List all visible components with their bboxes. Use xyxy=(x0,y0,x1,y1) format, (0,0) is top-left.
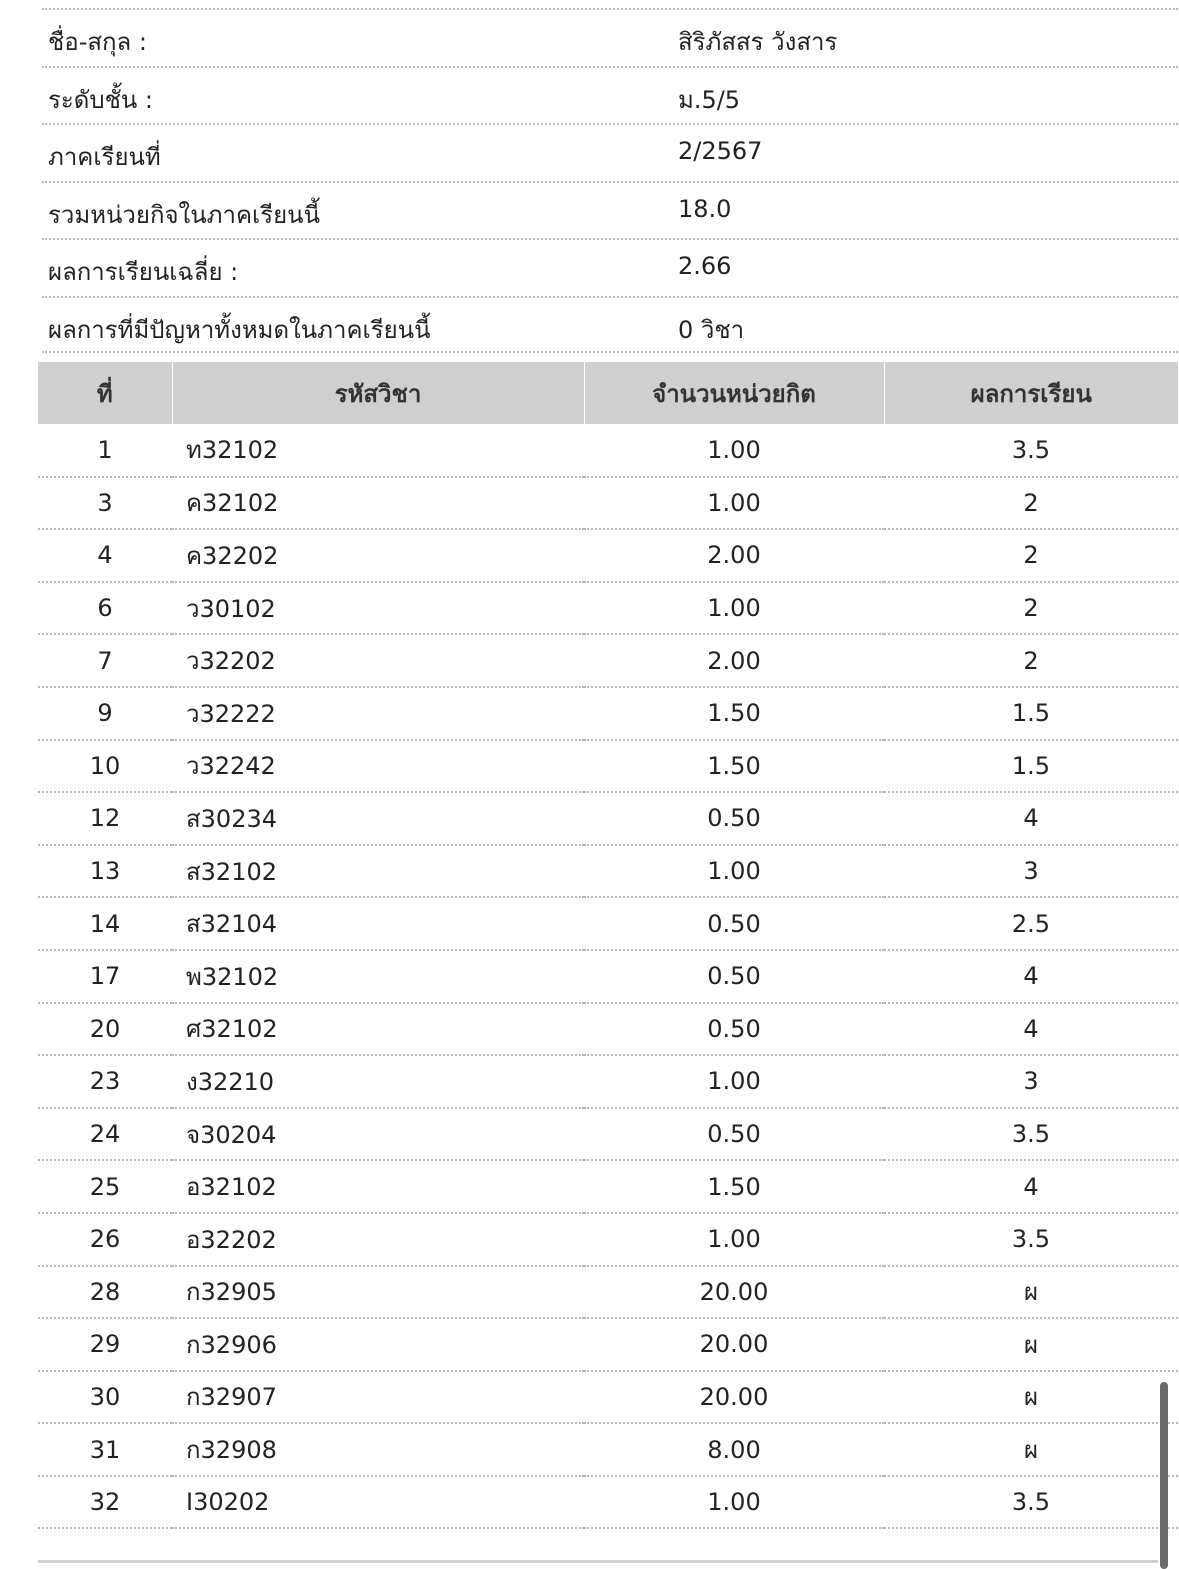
table-row xyxy=(38,424,1178,477)
table-row xyxy=(38,634,1178,687)
cell-credits: 0.50 xyxy=(584,1108,884,1161)
table-row xyxy=(38,1318,1178,1371)
cell-credits: 1.50 xyxy=(584,1160,884,1213)
table-row xyxy=(38,897,1178,950)
cell-grade: 1.5 xyxy=(884,687,1178,740)
cell-credits: 8.00 xyxy=(584,1423,884,1476)
info-label: ระดับชั้น : xyxy=(48,85,154,114)
cell-credits: 20.00 xyxy=(584,1266,884,1319)
cell-subject-code: ค32102 xyxy=(172,477,584,530)
cell-subject-code: ส30234 xyxy=(172,792,584,845)
cell-number: 14 xyxy=(38,897,172,950)
table-header-row xyxy=(38,362,1178,424)
cell-credits: 0.50 xyxy=(584,792,884,845)
table-row xyxy=(38,687,1178,740)
cell-credits: 1.00 xyxy=(584,1055,884,1108)
cell-grade: ผ xyxy=(884,1266,1178,1319)
table-bottom-border xyxy=(38,1560,1158,1563)
header-credits: จำนวนหน่วยกิต xyxy=(584,362,884,424)
cell-subject-code: ง32210 xyxy=(172,1055,584,1108)
cell-subject-code: ค32202 xyxy=(172,529,584,582)
cell-credits: 2.00 xyxy=(584,529,884,582)
info-row-gpa xyxy=(42,238,1178,296)
cell-grade: 3.5 xyxy=(884,1108,1178,1161)
cell-number: 6 xyxy=(38,582,172,635)
cell-grade: 4 xyxy=(884,1003,1178,1056)
info-value: 0 วิชา xyxy=(678,315,745,344)
info-value: 18.0 xyxy=(678,194,732,223)
cell-subject-code: พ32102 xyxy=(172,950,584,1003)
cell-number: 25 xyxy=(38,1160,172,1213)
cell-number: 12 xyxy=(38,792,172,845)
table-row xyxy=(38,1213,1178,1266)
cell-grade: 3.5 xyxy=(884,424,1178,477)
cell-credits: 1.00 xyxy=(584,845,884,898)
cell-subject-code: ศ32102 xyxy=(172,1003,584,1056)
table-row xyxy=(38,845,1178,898)
cell-credits: 20.00 xyxy=(584,1318,884,1371)
cell-number: 31 xyxy=(38,1423,172,1476)
grades-table xyxy=(38,362,1178,1529)
cell-number: 26 xyxy=(38,1213,172,1266)
cell-grade: 3 xyxy=(884,1055,1178,1108)
cell-credits: 1.00 xyxy=(584,424,884,477)
cell-number: 30 xyxy=(38,1371,172,1424)
cell-credits: 2.00 xyxy=(584,634,884,687)
info-row-class xyxy=(42,66,1178,124)
cell-subject-code: อ32202 xyxy=(172,1213,584,1266)
table-row xyxy=(38,1423,1178,1476)
cell-grade: 2 xyxy=(884,582,1178,635)
cell-subject-code: ว32222 xyxy=(172,687,584,740)
cell-grade: 2 xyxy=(884,529,1178,582)
cell-number: 32 xyxy=(38,1476,172,1529)
info-row-semester xyxy=(42,123,1178,181)
cell-subject-code: จ30204 xyxy=(172,1108,584,1161)
cell-grade: 4 xyxy=(884,792,1178,845)
cell-subject-code: ว32242 xyxy=(172,740,584,793)
cell-grade: 1.5 xyxy=(884,740,1178,793)
info-value: 2/2567 xyxy=(678,137,763,165)
cell-grade: ผ xyxy=(884,1371,1178,1424)
info-label: รวมหน่วยกิจในภาคเรียนนี้ xyxy=(48,200,320,229)
student-info-section xyxy=(42,8,1178,353)
cell-subject-code: ก32905 xyxy=(172,1266,584,1319)
table-row xyxy=(38,792,1178,845)
cell-credits: 20.00 xyxy=(584,1371,884,1424)
cell-number: 10 xyxy=(38,740,172,793)
table-row xyxy=(38,529,1178,582)
cell-subject-code: ก32907 xyxy=(172,1371,584,1424)
cell-number: 7 xyxy=(38,634,172,687)
cell-credits: 0.50 xyxy=(584,897,884,950)
cell-number: 24 xyxy=(38,1108,172,1161)
cell-credits: 1.00 xyxy=(584,582,884,635)
table-row xyxy=(38,1476,1178,1529)
cell-credits: 1.50 xyxy=(584,740,884,793)
cell-subject-code: ก32908 xyxy=(172,1423,584,1476)
table-row xyxy=(38,582,1178,635)
cell-grade: 2 xyxy=(884,477,1178,530)
table-row xyxy=(38,1371,1178,1424)
table-row xyxy=(38,1003,1178,1056)
info-value: ม.5/5 xyxy=(678,85,741,114)
cell-subject-code: อ32102 xyxy=(172,1160,584,1213)
cell-credits: 1.00 xyxy=(584,1476,884,1529)
info-label: ภาคเรียนที่ xyxy=(48,143,161,171)
cell-grade: 4 xyxy=(884,950,1178,1003)
table-row xyxy=(38,477,1178,530)
table-row xyxy=(38,1108,1178,1161)
cell-subject-code: I30202 xyxy=(172,1476,584,1529)
cell-grade: ผ xyxy=(884,1318,1178,1371)
cell-number: 3 xyxy=(38,477,172,530)
cell-credits: 0.50 xyxy=(584,950,884,1003)
cell-credits: 0.50 xyxy=(584,1003,884,1056)
table-row xyxy=(38,1055,1178,1108)
info-label: ชื่อ-สกุล : xyxy=(48,28,147,56)
info-value: 2.66 xyxy=(678,252,732,280)
header-grade: ผลการเรียน xyxy=(884,362,1178,424)
cell-number: 23 xyxy=(38,1055,172,1108)
cell-subject-code: ท32102 xyxy=(172,424,584,477)
cell-credits: 1.00 xyxy=(584,1213,884,1266)
cell-number: 28 xyxy=(38,1266,172,1319)
cell-number: 9 xyxy=(38,687,172,740)
cell-subject-code: ส32104 xyxy=(172,897,584,950)
cell-grade: ผ xyxy=(884,1423,1178,1476)
header-no: ที่ xyxy=(38,362,172,424)
header-subject-code: รหัสวิชา xyxy=(172,362,584,424)
scrollbar[interactable] xyxy=(1160,1382,1168,1569)
info-label: ผลการเรียนเฉลี่ย : xyxy=(48,258,239,286)
table-row xyxy=(38,950,1178,1003)
info-row-name xyxy=(42,8,1178,66)
cell-subject-code: ส32102 xyxy=(172,845,584,898)
table-row xyxy=(38,1266,1178,1319)
info-row-problem-subjects xyxy=(42,296,1178,354)
cell-number: 1 xyxy=(38,424,172,477)
cell-subject-code: ว32202 xyxy=(172,634,584,687)
table-row xyxy=(38,740,1178,793)
cell-number: 29 xyxy=(38,1318,172,1371)
cell-number: 20 xyxy=(38,1003,172,1056)
cell-grade: 2.5 xyxy=(884,897,1178,950)
info-row-total-credits xyxy=(42,181,1178,239)
cell-subject-code: ก32906 xyxy=(172,1318,584,1371)
cell-grade: 4 xyxy=(884,1160,1178,1213)
info-label: ผลการที่มีปัญหาทั้งหมดในภาคเรียนนี้ xyxy=(48,315,431,344)
cell-grade: 3 xyxy=(884,845,1178,898)
cell-number: 13 xyxy=(38,845,172,898)
cell-grade: 3.5 xyxy=(884,1213,1178,1266)
table-row xyxy=(38,1160,1178,1213)
info-value: สิริภัสสร วังสาร xyxy=(678,28,838,56)
cell-credits: 1.50 xyxy=(584,687,884,740)
cell-grade: 2 xyxy=(884,634,1178,687)
cell-number: 17 xyxy=(38,950,172,1003)
cell-credits: 1.00 xyxy=(584,477,884,530)
cell-grade: 3.5 xyxy=(884,1476,1178,1529)
cell-subject-code: ว30102 xyxy=(172,582,584,635)
cell-number: 4 xyxy=(38,529,172,582)
